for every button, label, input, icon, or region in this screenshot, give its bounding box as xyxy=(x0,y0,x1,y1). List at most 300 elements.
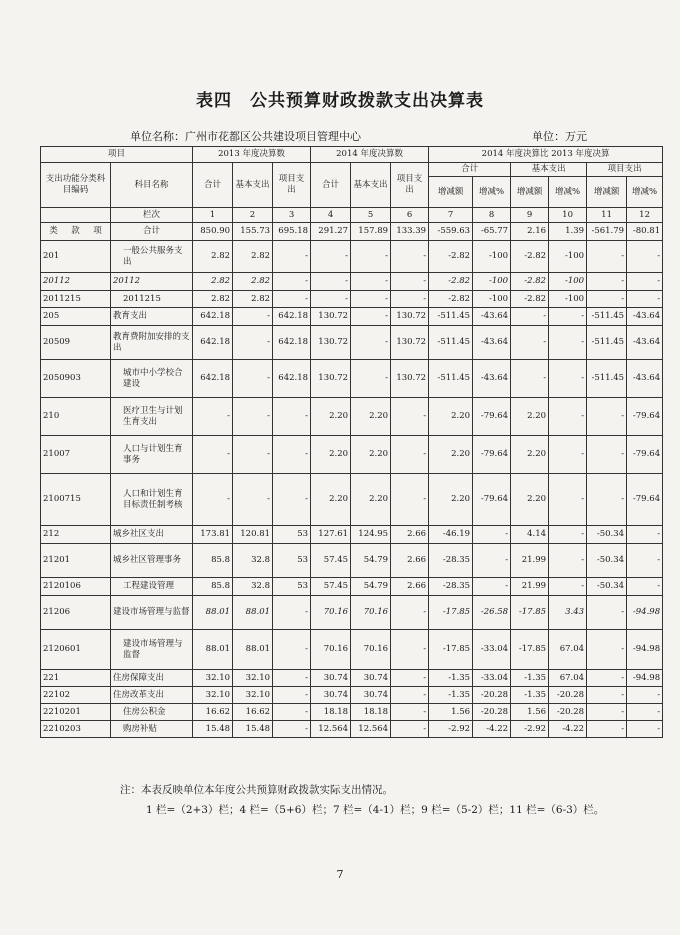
total-value: 695.18 xyxy=(273,223,311,241)
row-code: 201 xyxy=(41,241,111,273)
row-value: - xyxy=(549,474,587,526)
row-value: - xyxy=(391,474,429,526)
row-value: -20.28 xyxy=(473,704,511,721)
col-num: 4 xyxy=(311,208,351,223)
row-value: 2.66 xyxy=(391,544,429,578)
row-value: -17.85 xyxy=(429,630,473,670)
row-value: - xyxy=(473,544,511,578)
row-value: -17.85 xyxy=(429,596,473,630)
row-value: 15.48 xyxy=(233,721,273,738)
header-item: 项目 xyxy=(41,147,193,163)
row-value: -20.28 xyxy=(549,704,587,721)
row-value: 130.72 xyxy=(311,360,351,398)
row-value: -100 xyxy=(473,241,511,273)
row-value: 2.20 xyxy=(351,398,391,436)
total-value: -65.77 xyxy=(473,223,511,241)
header-2013-total: 合计 xyxy=(193,163,233,208)
row-value: - xyxy=(273,704,311,721)
row-value: - xyxy=(549,578,587,596)
row-value: 2.20 xyxy=(511,398,549,436)
row-value: -4.22 xyxy=(549,721,587,738)
row-value: - xyxy=(587,273,627,291)
row-value: 642.18 xyxy=(193,308,233,326)
row-value: - xyxy=(587,596,627,630)
row-value: - xyxy=(627,241,663,273)
row-value: -43.64 xyxy=(473,326,511,360)
row-value: - xyxy=(273,436,311,474)
row-value: - xyxy=(587,670,627,687)
row-value: - xyxy=(351,241,391,273)
row-code: 210 xyxy=(41,398,111,436)
row-code: 2120601 xyxy=(41,630,111,670)
row-value: 67.04 xyxy=(549,670,587,687)
row-name: 教育费附加安排的支出 xyxy=(111,326,193,360)
row-value: - xyxy=(311,291,351,308)
row-value: - xyxy=(391,596,429,630)
row-value: 2.82 xyxy=(193,273,233,291)
row-value: -511.45 xyxy=(587,360,627,398)
table-row xyxy=(41,596,663,630)
row-value: - xyxy=(587,436,627,474)
table-row xyxy=(41,721,663,738)
row-value: -46.19 xyxy=(429,526,473,544)
row-value: -50.34 xyxy=(587,544,627,578)
row-value: 70.16 xyxy=(351,596,391,630)
row-name: 工程建设管理 xyxy=(111,578,193,596)
row-value: 124.95 xyxy=(351,526,391,544)
row-value: - xyxy=(549,326,587,360)
note-line-1: 注：本表反映单位本年度公共预算财政拨款实际支出情况。 xyxy=(120,784,393,796)
row-value: - xyxy=(549,360,587,398)
header-inc-pct: 增减% xyxy=(627,177,663,208)
row-value: 32.10 xyxy=(233,687,273,704)
row-code: 2100715 xyxy=(41,474,111,526)
row-value: 88.01 xyxy=(233,596,273,630)
row-value: 642.18 xyxy=(193,360,233,398)
row-value: -28.35 xyxy=(429,578,473,596)
row-name: 购房补贴 xyxy=(111,721,193,738)
row-code: 20112 xyxy=(41,273,111,291)
row-value: -100 xyxy=(549,291,587,308)
row-value: 2.66 xyxy=(391,578,429,596)
row-value: -2.82 xyxy=(429,291,473,308)
header-subject-name: 科目名称 xyxy=(111,163,193,208)
row-value: - xyxy=(587,630,627,670)
row-value: - xyxy=(391,273,429,291)
row-value: - xyxy=(233,308,273,326)
row-value: -43.64 xyxy=(627,326,663,360)
row-name: 住房公积金 xyxy=(111,704,193,721)
row-value: 2.82 xyxy=(193,291,233,308)
row-value: 642.18 xyxy=(193,326,233,360)
row-value: -511.45 xyxy=(429,308,473,326)
row-value: - xyxy=(473,526,511,544)
total-label: 合计 xyxy=(111,223,193,241)
row-value: 12.564 xyxy=(311,721,351,738)
row-value: 642.18 xyxy=(273,360,311,398)
row-value: - xyxy=(627,578,663,596)
row-value: 67.04 xyxy=(549,630,587,670)
table-row xyxy=(41,578,663,596)
row-value: - xyxy=(587,721,627,738)
row-value: - xyxy=(391,687,429,704)
row-value: 16.62 xyxy=(233,704,273,721)
row-value: -1.35 xyxy=(429,670,473,687)
row-value: -50.34 xyxy=(587,526,627,544)
row-value: 130.72 xyxy=(311,326,351,360)
row-value: 2.20 xyxy=(311,436,351,474)
row-value: - xyxy=(391,630,429,670)
row-name: 2011215 xyxy=(111,291,193,308)
row-value: - xyxy=(587,687,627,704)
row-value: - xyxy=(273,291,311,308)
row-value: 130.72 xyxy=(391,360,429,398)
row-value: 642.18 xyxy=(273,308,311,326)
row-value: - xyxy=(233,436,273,474)
row-value: - xyxy=(233,398,273,436)
row-value: - xyxy=(193,436,233,474)
row-value: 15.48 xyxy=(193,721,233,738)
table-row xyxy=(41,398,663,436)
col-num: 7 xyxy=(429,208,473,223)
row-value: 2.82 xyxy=(193,241,233,273)
row-value: 127.61 xyxy=(311,526,351,544)
row-value: - xyxy=(273,721,311,738)
row-value: - xyxy=(273,670,311,687)
row-value: - xyxy=(391,291,429,308)
row-code: 21007 xyxy=(41,436,111,474)
row-value: 3.43 xyxy=(549,596,587,630)
row-value: - xyxy=(351,360,391,398)
col-num: 10 xyxy=(549,208,587,223)
row-value: 88.01 xyxy=(193,596,233,630)
row-value: 16.62 xyxy=(193,704,233,721)
row-code: 212 xyxy=(41,526,111,544)
row-name: 人口和计划生育目标责任制考核 xyxy=(111,474,193,526)
header-func-code: 支出功能分类科目编码 xyxy=(41,163,111,208)
row-value: 32.8 xyxy=(233,544,273,578)
row-value: - xyxy=(587,398,627,436)
row-value: -28.35 xyxy=(429,544,473,578)
header-inc-pct: 增减% xyxy=(549,177,587,208)
row-value: -50.34 xyxy=(587,578,627,596)
lanci-blank xyxy=(41,208,111,223)
row-value: - xyxy=(193,474,233,526)
row-value: -2.92 xyxy=(511,721,549,738)
row-value: -20.28 xyxy=(473,687,511,704)
total-value: -561.79 xyxy=(587,223,627,241)
row-value: - xyxy=(273,273,311,291)
row-value: 70.16 xyxy=(351,630,391,670)
row-value: 18.18 xyxy=(351,704,391,721)
row-value: -100 xyxy=(473,291,511,308)
row-name: 建设市场管理与监督 xyxy=(111,630,193,670)
row-value: - xyxy=(391,398,429,436)
table-row xyxy=(41,687,663,704)
row-value: - xyxy=(273,630,311,670)
row-value: -33.04 xyxy=(473,670,511,687)
row-value: - xyxy=(627,687,663,704)
row-name: 医疗卫生与计划生育支出 xyxy=(111,398,193,436)
header-inc-amount: 增减额 xyxy=(429,177,473,208)
row-value: -79.64 xyxy=(473,436,511,474)
row-value: - xyxy=(311,241,351,273)
row-code: 205 xyxy=(41,308,111,326)
col-num: 3 xyxy=(273,208,311,223)
row-value: 1.56 xyxy=(511,704,549,721)
header-inc-amount: 增减额 xyxy=(587,177,627,208)
row-value: -26.58 xyxy=(473,596,511,630)
row-value: -511.45 xyxy=(429,326,473,360)
table-row xyxy=(41,241,663,273)
row-value: -100 xyxy=(549,241,587,273)
row-value: 2.66 xyxy=(391,526,429,544)
col-num: 8 xyxy=(473,208,511,223)
row-value: 85.8 xyxy=(193,544,233,578)
label-lei: 类 xyxy=(49,226,58,237)
row-value: - xyxy=(351,273,391,291)
col-num: 9 xyxy=(511,208,549,223)
row-value: 12.564 xyxy=(351,721,391,738)
row-value: 53 xyxy=(273,544,311,578)
row-value: 21.99 xyxy=(511,578,549,596)
row-value: -2.82 xyxy=(429,241,473,273)
total-value: 2.16 xyxy=(511,223,549,241)
total-value: 1.39 xyxy=(549,223,587,241)
row-value: -1.35 xyxy=(429,687,473,704)
lanci-label: 栏次 xyxy=(111,208,193,223)
row-value: -100 xyxy=(473,273,511,291)
header-inc-pct: 增减% xyxy=(473,177,511,208)
row-value: 1.56 xyxy=(429,704,473,721)
table-row xyxy=(41,291,663,308)
header-2014-project: 项目支出 xyxy=(391,163,429,208)
row-name: 城市中小学校合建设 xyxy=(111,360,193,398)
row-value: 85.8 xyxy=(193,578,233,596)
table-row xyxy=(41,474,663,526)
header-2013-project: 项目支出 xyxy=(273,163,311,208)
row-value: 173.81 xyxy=(193,526,233,544)
row-value: 54.79 xyxy=(351,578,391,596)
row-value: - xyxy=(627,704,663,721)
row-value: - xyxy=(273,596,311,630)
row-value: - xyxy=(273,474,311,526)
row-value: -2.82 xyxy=(429,273,473,291)
lei-kuan-xiang xyxy=(41,223,111,241)
row-value: - xyxy=(549,526,587,544)
row-value: -43.64 xyxy=(473,360,511,398)
table-row xyxy=(41,308,663,326)
row-value: -4.22 xyxy=(473,721,511,738)
row-value: 88.01 xyxy=(193,630,233,670)
row-value: -79.64 xyxy=(627,436,663,474)
row-value: 32.8 xyxy=(233,578,273,596)
row-value: -1.35 xyxy=(511,687,549,704)
row-value: 120.81 xyxy=(233,526,273,544)
row-value: -33.04 xyxy=(473,630,511,670)
unit-currency: 单位：万元 xyxy=(532,130,587,143)
row-value: - xyxy=(233,474,273,526)
row-value: -94.98 xyxy=(627,670,663,687)
row-value: -511.45 xyxy=(587,326,627,360)
total-value: 133.39 xyxy=(391,223,429,241)
row-value: -79.64 xyxy=(627,474,663,526)
row-value: -43.64 xyxy=(473,308,511,326)
row-value: -79.64 xyxy=(627,398,663,436)
row-value: - xyxy=(391,704,429,721)
total-row xyxy=(41,223,663,241)
row-value: 2.20 xyxy=(311,474,351,526)
row-code: 21201 xyxy=(41,544,111,578)
row-value: 70.16 xyxy=(311,596,351,630)
header-2014-total: 合计 xyxy=(311,163,351,208)
row-code: 2011215 xyxy=(41,291,111,308)
row-value: - xyxy=(273,398,311,436)
total-value: -559.63 xyxy=(429,223,473,241)
row-value: 53 xyxy=(273,578,311,596)
row-name: 城乡社区管理事务 xyxy=(111,544,193,578)
row-value: - xyxy=(587,291,627,308)
header-2013: 2013 年度决算数 xyxy=(193,147,311,163)
row-value: - xyxy=(587,474,627,526)
header-2013-basic: 基本支出 xyxy=(233,163,273,208)
row-value: - xyxy=(627,544,663,578)
row-value: -511.45 xyxy=(587,308,627,326)
row-value: - xyxy=(473,578,511,596)
row-value: -43.64 xyxy=(627,308,663,326)
row-value: 130.72 xyxy=(391,308,429,326)
row-value: 21.99 xyxy=(511,544,549,578)
row-value: 32.10 xyxy=(193,687,233,704)
row-value: -43.64 xyxy=(627,360,663,398)
notes xyxy=(120,780,604,820)
row-value: - xyxy=(511,308,549,326)
row-value: - xyxy=(391,670,429,687)
row-name: 建设市场管理与监督 xyxy=(111,596,193,630)
col-num: 6 xyxy=(391,208,429,223)
row-value: -100 xyxy=(549,273,587,291)
table-row xyxy=(41,360,663,398)
row-value: - xyxy=(627,721,663,738)
header-cmp-total: 合计 xyxy=(429,163,511,177)
row-value: -2.82 xyxy=(511,273,549,291)
row-value: -511.45 xyxy=(429,360,473,398)
page-title: 表四 公共预算财政拨款支出决算表 xyxy=(196,91,484,111)
row-value: -20.28 xyxy=(549,687,587,704)
row-value: - xyxy=(351,291,391,308)
row-value: 2.20 xyxy=(429,436,473,474)
header-cmp-project: 项目支出 xyxy=(587,163,663,177)
row-value: 130.72 xyxy=(391,326,429,360)
row-value: -94.98 xyxy=(627,596,663,630)
row-value: 70.16 xyxy=(311,630,351,670)
row-code: 2120106 xyxy=(41,578,111,596)
table-row xyxy=(41,704,663,721)
note-line-2: 1 栏=（2+3）栏；4 栏=（5+6）栏；7 栏=（4-1）栏；9 栏=（5-2）栏；11 栏=（6-3）栏。 xyxy=(146,804,605,816)
row-value: 2.82 xyxy=(233,241,273,273)
row-value: 2.20 xyxy=(351,436,391,474)
row-value: -1.35 xyxy=(511,670,549,687)
unit-name: 单位名称：广州市花都区公共建设项目管理中心 xyxy=(130,130,361,143)
col-num: 5 xyxy=(351,208,391,223)
row-value: - xyxy=(511,326,549,360)
row-value: - xyxy=(193,398,233,436)
col-num: 1 xyxy=(193,208,233,223)
row-value: - xyxy=(273,241,311,273)
row-value: 2.82 xyxy=(233,273,273,291)
row-value: - xyxy=(391,436,429,474)
table-row xyxy=(41,273,663,291)
row-value: - xyxy=(351,308,391,326)
col-num: 12 xyxy=(627,208,663,223)
header-compare: 2014 年度决算比 2013 年度决算 xyxy=(429,147,663,163)
row-name: 住房改革支出 xyxy=(111,687,193,704)
row-value: -2.92 xyxy=(429,721,473,738)
row-value: - xyxy=(549,308,587,326)
row-value: - xyxy=(391,241,429,273)
row-value: 642.18 xyxy=(273,326,311,360)
total-value: 155.73 xyxy=(233,223,273,241)
row-code: 2050903 xyxy=(41,360,111,398)
page-number: 7 xyxy=(336,868,344,881)
table-row xyxy=(41,526,663,544)
row-value: - xyxy=(391,721,429,738)
row-value: 30.74 xyxy=(311,670,351,687)
row-name: 教育支出 xyxy=(111,308,193,326)
table-row xyxy=(41,326,663,360)
row-value: 18.18 xyxy=(311,704,351,721)
row-value: 88.01 xyxy=(233,630,273,670)
row-value: -17.85 xyxy=(511,630,549,670)
row-value: - xyxy=(627,291,663,308)
row-value: 32.10 xyxy=(193,670,233,687)
row-value: 30.74 xyxy=(351,687,391,704)
row-value: -79.64 xyxy=(473,398,511,436)
row-value: 130.72 xyxy=(311,308,351,326)
row-code: 22102 xyxy=(41,687,111,704)
header-inc-amount: 增减额 xyxy=(511,177,549,208)
col-num: 11 xyxy=(587,208,627,223)
row-value: - xyxy=(233,326,273,360)
row-code: 2210203 xyxy=(41,721,111,738)
row-value: -2.82 xyxy=(511,291,549,308)
row-value: 2.20 xyxy=(351,474,391,526)
row-value: 54.79 xyxy=(351,544,391,578)
col-num: 2 xyxy=(233,208,273,223)
row-value: - xyxy=(233,360,273,398)
row-value: -17.85 xyxy=(511,596,549,630)
row-value: - xyxy=(549,436,587,474)
row-code: 20509 xyxy=(41,326,111,360)
row-value: 2.82 xyxy=(233,291,273,308)
row-value: 32.10 xyxy=(233,670,273,687)
header-2014-basic: 基本支出 xyxy=(351,163,391,208)
header-cmp-basic: 基本支出 xyxy=(511,163,587,177)
row-value: - xyxy=(587,241,627,273)
row-value: - xyxy=(627,273,663,291)
row-value: - xyxy=(273,687,311,704)
row-value: 2.20 xyxy=(429,398,473,436)
row-value: -2.82 xyxy=(511,241,549,273)
row-value: 2.20 xyxy=(311,398,351,436)
row-value: -79.64 xyxy=(473,474,511,526)
row-name: 住房保障支出 xyxy=(111,670,193,687)
row-value: 30.74 xyxy=(351,670,391,687)
row-code: 221 xyxy=(41,670,111,687)
row-value: 57.45 xyxy=(311,578,351,596)
total-value: 291.27 xyxy=(311,223,351,241)
label-xiang: 项 xyxy=(93,226,102,237)
